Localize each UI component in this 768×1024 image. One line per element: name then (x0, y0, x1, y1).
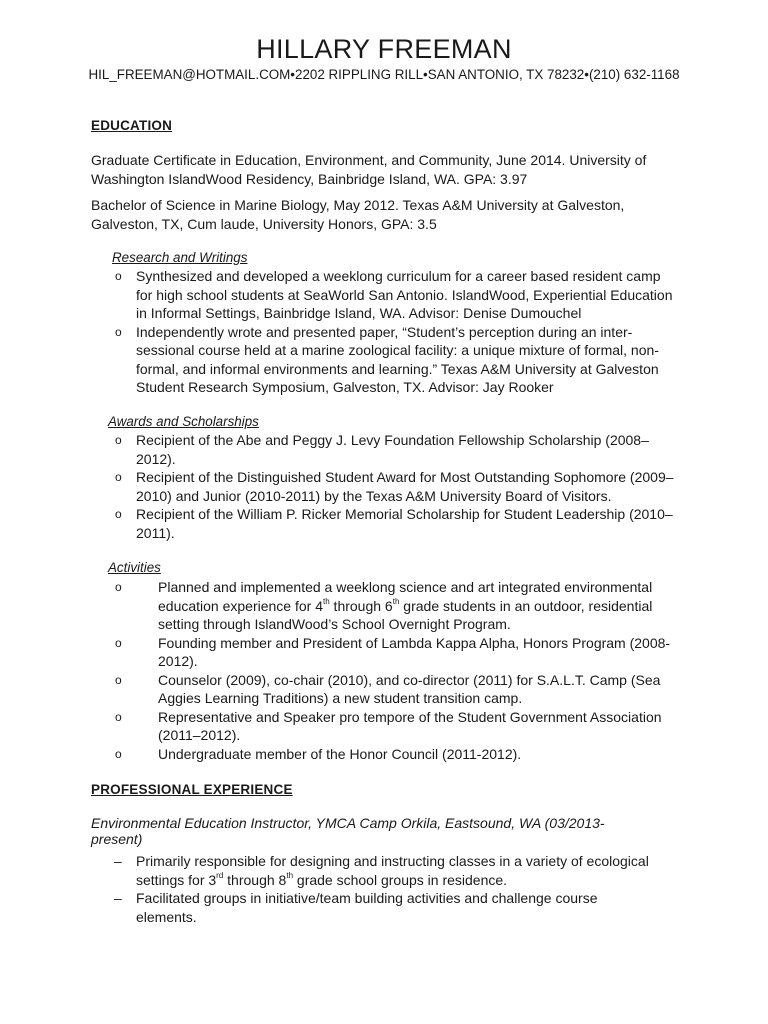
dash-marker: – (114, 890, 122, 906)
list-item (0, 578, 768, 634)
bullet-marker: o (115, 269, 122, 283)
bullet-marker: o (115, 470, 122, 484)
dash-marker: – (114, 853, 122, 869)
award-item-text: Recipient of the Abe and Peggy J. Levy Foundation Fellowship Scholarship (2008–2012). (136, 432, 649, 467)
list-item (0, 671, 768, 708)
activity-item-text: Counselor (2009), co-chair (2010), and co-director (2011) for S.A.L.T. Camp (Sea Aggies Learning Traditions) a new student transition camp. (158, 671, 661, 706)
duty-item-text: Primarily responsible for designing and instructing classes in a variety of ecological settings for 3rd through 8th grade school groups in residence. (136, 853, 649, 888)
duty-item-text: Facilitated groups in initiative/team building activities and challenge course elements. (136, 890, 598, 925)
list-item (0, 323, 768, 397)
list-item (0, 634, 768, 671)
experience-heading: PROFESSIONAL EXPERIENCE (91, 782, 293, 797)
list-item (0, 468, 768, 505)
activity-item-text: Undergraduate member of the Honor Council (2011-2012). (158, 745, 522, 762)
activities-list (0, 578, 768, 763)
candidate-name: HILLARY FREEMAN (256, 34, 512, 64)
research-item-text: Synthesized and developed a weeklong curriculum for a career based resident camp for high school students at SeaWorld San Antonio. IslandWood, Experiential Education in Informal Settings, Bainbridge Island, WA. Advisor: Denise Dumouchel (136, 268, 673, 321)
activity-item-text: Founding member and President of Lambda Kappa Alpha, Honors Program (2008-2012). (158, 634, 671, 669)
list-item (0, 889, 768, 926)
award-item-text: Recipient of the William P. Ricker Memorial Scholarship for Student Leadership (2010–2011). (136, 506, 673, 541)
bullet-marker: o (115, 709, 122, 724)
activities-heading: Activities (108, 560, 161, 575)
list-item (0, 852, 768, 889)
bullet-marker: o (115, 507, 122, 521)
awards-heading: Awards and Scholarships (108, 414, 259, 429)
duties-list (0, 852, 768, 926)
bullet-marker: o (115, 433, 122, 447)
activity-item-text: Representative and Speaker pro tempore of the Student Government Association (2011–2012). (158, 708, 662, 743)
bullet-marker: o (115, 746, 122, 761)
list-item (0, 708, 768, 745)
education-heading: EDUCATION (91, 118, 173, 133)
list-item (0, 505, 768, 542)
list-item (0, 267, 768, 323)
bullet-marker: o (115, 635, 122, 650)
bullet-marker: o (115, 672, 122, 687)
bullet-marker: o (115, 324, 122, 339)
research-heading: Research and Writings (112, 250, 248, 265)
list-item (0, 745, 768, 764)
activity-item-text: Planned and implemented a weeklong science and art integrated environmental education experience for 4th through 6th grade students in an outdoor, residential setting through IslandWood’s School Overnight Program. (158, 579, 653, 632)
research-list (0, 267, 768, 397)
list-item (0, 431, 768, 468)
bullet-marker: o (115, 580, 122, 594)
award-item-text: Recipient of the Distinguished Student Award for Most Outstanding Sophomore (2009–2010) and Junior (2010-2011) by the Texas A&M University Board of Visitors. (136, 469, 674, 504)
contact-line: HIL_FREEMAN@HOTMAIL.COM•2202 RIPPLING RILL•SAN ANTONIO, TX 78232•(210) 632-1168 (88, 67, 680, 82)
research-item-text: Independently wrote and presented paper, “Student’s perception during an inter-sessional course held at a marine zoological facility: a unique mixture of formal, non-formal, and informal environments and learning.” Texas A&M University at Galveston Student Research Symposium, Galveston, TX. Advisor: Jay Rooker (136, 323, 659, 395)
degree-graduate-certificate: Graduate Certificate in Education, Environment, and Community, June 2014. University of Washington IslandWood Residency, Bainbridge Island, WA. GPA: 3.97 (91, 152, 647, 187)
awards-list (0, 431, 768, 542)
job-title: Environmental Education Instructor, YMCA Camp Orkila, Eastsound, WA (03/2013-present) (91, 815, 605, 847)
degree-bachelor: Bachelor of Science in Marine Biology, May 2012. Texas A&M University at Galveston, Galveston, TX, Cum laude, University Honors, GPA: 3.5 (91, 197, 625, 232)
